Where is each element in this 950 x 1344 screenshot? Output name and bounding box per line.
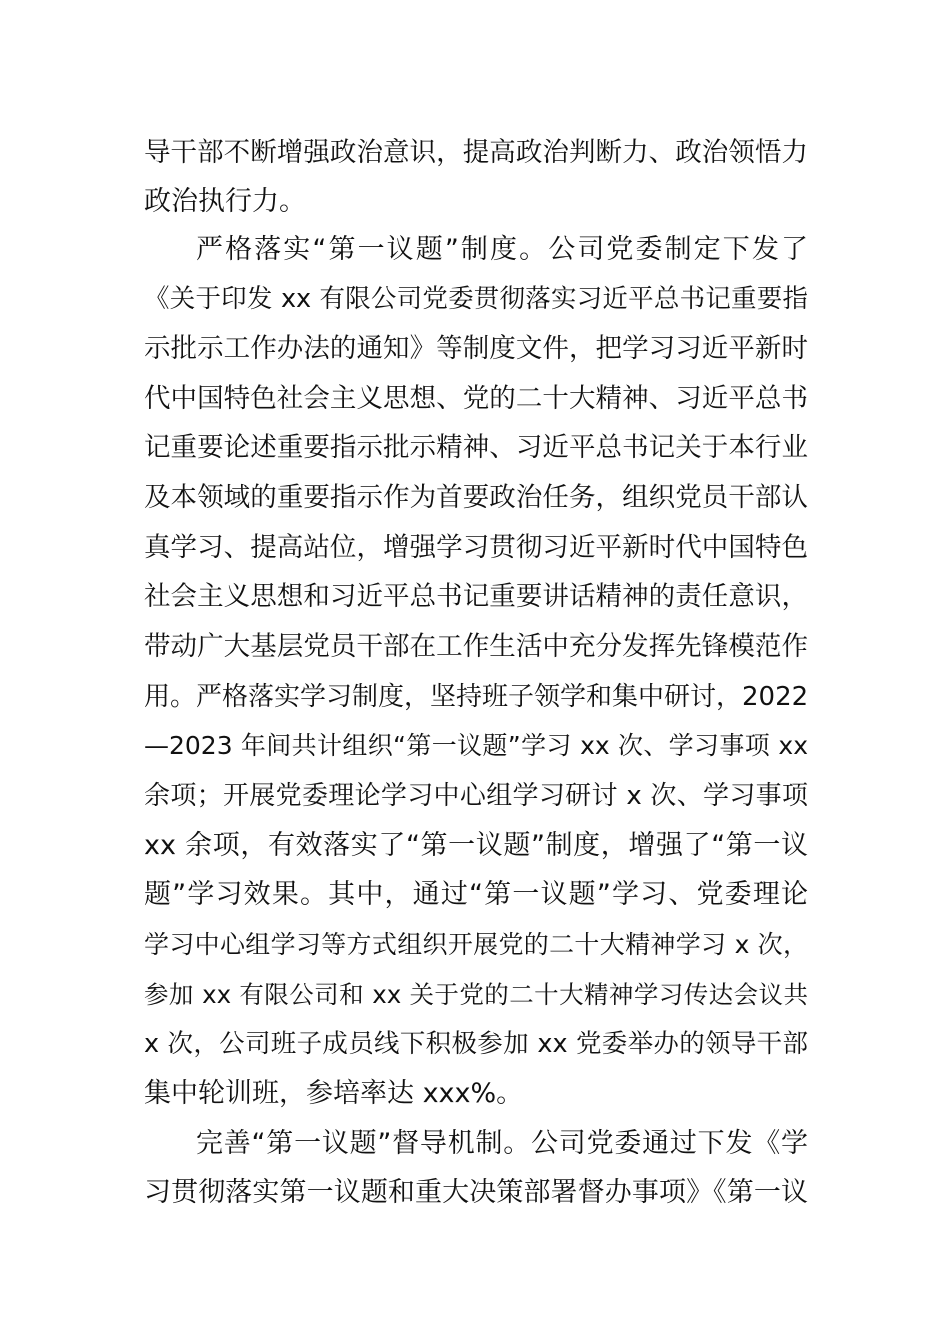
text-line-19: x 次，公司班子成员线下积极参加 xx 党委举办的领导干部 (144, 1029, 808, 1059)
text-line-2: 政治执行力。 (144, 186, 306, 217)
text-line-16: 题”学习效果。其中，通过“第一议题”学习、党委理论 (144, 879, 808, 910)
text-line-5: 示批示工作办法的通知》等制度文件，把学习习近平新时 (144, 333, 808, 364)
text-line-18: 参加 xx 有限公司和 xx 关于党的二十大精神学习传达会议共 (144, 980, 808, 1009)
text-line-15: xx 余项，有效落实了“第一议题”制度，增强了“第一议 (144, 830, 808, 861)
text-line-14: 余项；开展党委理论学习中心组学习研讨 x 次、学习事项 (144, 781, 808, 811)
text-line-9: 真学习、提高站位，增强学习贯彻习近平新时代中国特色 (144, 532, 808, 563)
text-line-17: 学习中心组学习等方式组织开展党的二十大精神学习 x 次， (144, 930, 808, 959)
text-line-10: 社会主义思想和习近平总书记重要讲话精神的责任意识， (144, 581, 808, 612)
text-line-6: 代中国特色社会主义思想、党的二十大精神、习近平总书 (144, 383, 808, 414)
text-line-4: 《关于印发 xx 有限公司党委贯彻落实习近平总书记重要指 (144, 284, 808, 314)
text-line-8: 及本领域的重要指示作为首要政治任务，组织党员干部认 (144, 482, 808, 513)
text-line-11: 带动广大基层党员干部在工作生活中充分发挥先锋模范作 (144, 631, 808, 662)
text-line-12: 用。严格落实学习制度，坚持班子领学和集中研讨，2022 (144, 682, 808, 712)
text-line-1: 导干部不断增强政治意识，提高政治判断力、政治领悟力 (144, 137, 808, 168)
text-line-7: 记重要论述重要指示批示精神、习近平总书记关于本行业 (144, 432, 808, 463)
text-line-20: 集中轮训班，参培率达 xxx%。 (144, 1078, 524, 1109)
text-line-13: —2023 年间共计组织“第一议题”学习 xx 次、学习事项 xx (144, 731, 808, 760)
text-line-22: 习贯彻落实第一议题和重大决策部署督办事项》《第一议 (144, 1177, 808, 1208)
paragraph-2-first-line: 严格落实“第一议题”制度。公司党委制定下发了 (196, 234, 808, 265)
paragraph-3-first-line: 完善“第一议题”督导机制。公司党委通过下发《学 (196, 1128, 808, 1159)
